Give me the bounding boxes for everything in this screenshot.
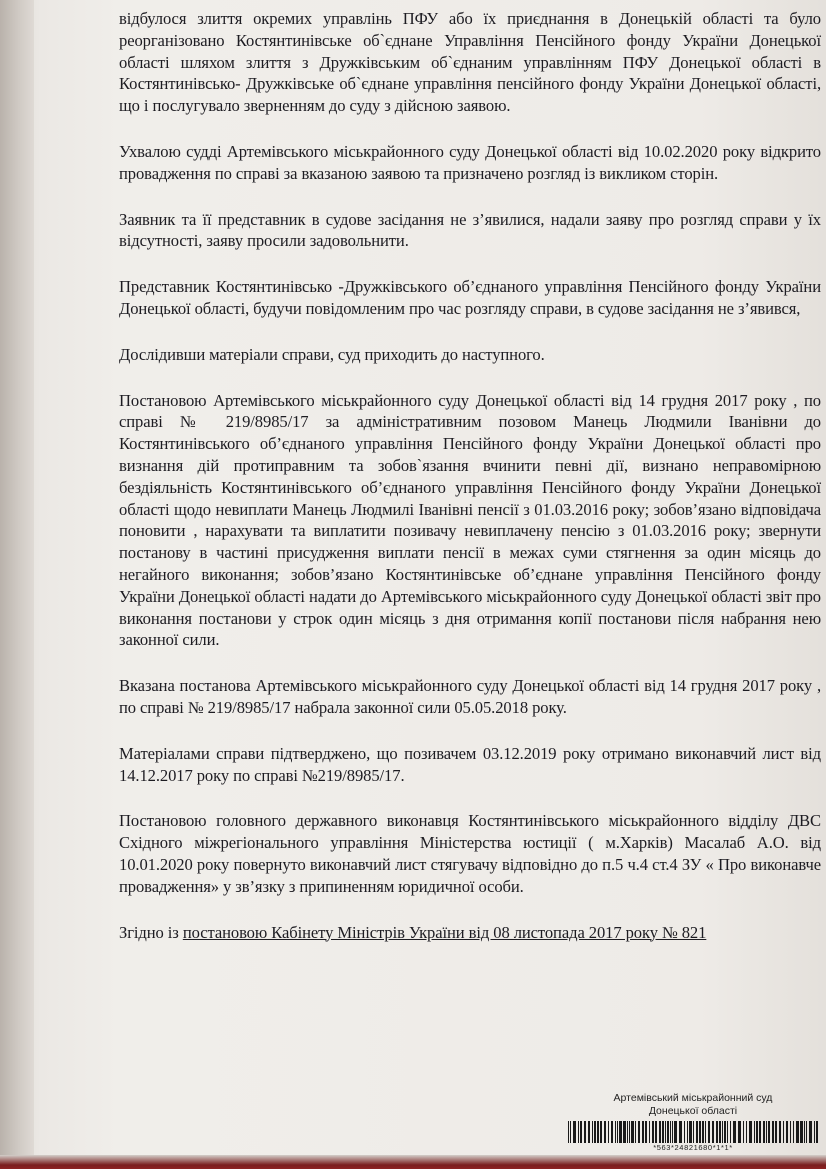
paragraph-applicant-absence: Заявник та її представник в судове засідання не з’явилися, надали заяву про розгляд справи у їх відсутності, заяву просили задовольнити.: [119, 209, 821, 251]
paragraph-enforcement-officer: Постановою головного державного виконавця Костянтинівського міськрайонного відділу ДВС Східного міжрегіонального управління Міністерства юстиції ( м.Харків) Масалаб А.О. від 10.01.2020 року повернуто виконавчий лист стягувачу відповідно до п.5 ч.4 ст.4 ЗУ « Про виконавче провадження» у зв’язку з припиненням юридичної особи.: [119, 811, 821, 896]
paragraph-resolution: Постановою Артемівського міськрайонного суду Донецької області від 14 грудня 2017 року , по справі № 219/8985/17 за адміністративним позовом Манець Людмили Іванівни до Костянтинівського об’єднаного управління Пенсійного фонду України Донецької області про визнання дій протиправним та зобов`язання вчинити певні дії, визнано неправомірною бездіяльність Костянтинівського об’єднаного управління Пенсійного фонду України Донецької області щодо невиплати Манець Людмилі Іванівні пенсії з 01.03.2016 року; зобов’язано відповідача поновити , нарахувати та виплатити позивачу невиплачену пенсію з 01.03.2016 року; звернути постанову в частині присудження виплати пенсії в межах суми стягнення за один місяць до негайного виконання; зобов’язано Костянтинівське об’єднане управління Пенсійного фонду України Донецької області надати до Артемівського міськрайонного суду Донецької області звіт про виконання постанови у строк один місяць з дня отримання копії постанови після набрання нею законної сили.: [119, 390, 821, 650]
barcode-number: *563*24821680*1*1*: [653, 1143, 733, 1152]
barcode-image: [568, 1121, 818, 1143]
cabinet-resolution-prefix: Згідно із: [119, 922, 183, 942]
scan-binding-edge: [0, 0, 34, 1169]
court-name-line: Артемівський міськрайонний суд: [613, 1092, 773, 1104]
scan-bottom-edge: [0, 1155, 826, 1169]
court-region-line: Донецької області: [648, 1105, 738, 1117]
paragraph-legal-force: Вказана постанова Артемівського міськрайонного суду Донецької області від 14 грудня 2017 року , по справі № 219/8985/17 набрала законної сили 05.05.2018 року.: [119, 676, 821, 717]
paragraph-court-findings: Дослідивши матеріали справи, суд приходить до наступного.: [119, 344, 545, 364]
paragraph-writ-received: Матеріалами справи підтверджено, що позивачем 03.12.2019 року отримано виконавчий лист від 14.12.2017 року по справі №219/8985/17.: [119, 743, 821, 785]
paragraph-reorganization: відбулося злиття окремих управлінь ПФУ або їх приєднання в Донецькій області та було реорганізовано Костянтинівське об`єднане Управління Пенсійного фонду України Донецької області шляхом злиття з Дружківським об`єднаним управлінням ПФУ Донецької області в Костянтинівсько- Дружківське об`єднане управління пенсійного фонду України Донецької області, що і послугувало зверненням до суду з дійсною заявою.: [119, 9, 821, 116]
paragraph-cabinet-resolution: [119, 922, 821, 944]
document-body: [119, 8, 821, 943]
court-footer: [568, 1092, 818, 1152]
cabinet-resolution-link[interactable]: постановою Кабінету Міністрів України від 08 листопада 2017 року № 821: [182, 922, 707, 942]
paragraph-representative: Представник Костянтинівсько -Дружківського об’єднаного управління Пенсійного фонду України Донецької області, будучи повідомленим про час розгляду справи, в судове засідання не з’явився,: [119, 277, 821, 318]
paragraph-court-ruling: Ухвалою судді Артемівського міськрайонного суду Донецької області від 10.02.2020 року відкрито провадження по справі за вказаною заявою та призначено розгляд із викликом сторін.: [119, 141, 821, 183]
